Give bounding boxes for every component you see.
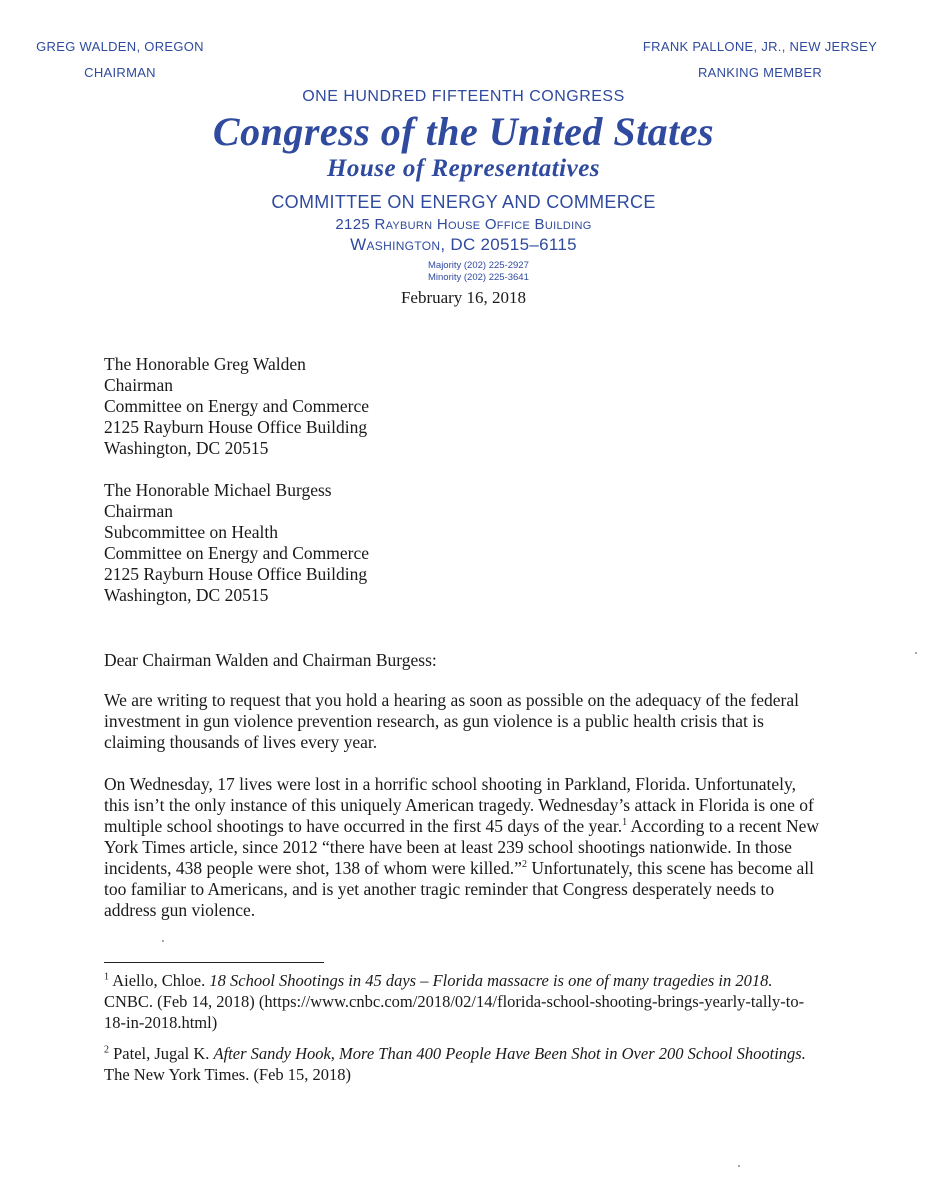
ranking-member-title: RANKING MEMBER	[697, 65, 823, 80]
paragraph-1-text: We are writing to request that you hold a hearing as soon as possible on the adequacy of the federal investment in gun violence prevention research, as gun violence is a public health crisis that is claiming thousands of lives every year.	[104, 690, 799, 752]
address-line: Committee on Energy and Commerce	[104, 543, 370, 563]
scan-speck	[915, 652, 917, 654]
footnote-source: CNBC. (Feb 14, 2018) (https://www.cnbc.com/2018/02/14/florida-school-shooting-brings-yearly-tally-to-18-in-2018.html)	[104, 992, 805, 1032]
congress-title: Congress of the United States	[212, 109, 715, 154]
address-line: The Honorable Michael Burgess	[104, 480, 332, 500]
footnote-author: Patel, Jugal K.	[109, 1044, 214, 1063]
paragraph-2-part-1: On Wednesday, 17 lives were lost in a horrific school shooting in Parkland, Florida. Unfortunately, this isn’t the only instance of this uniquely American tragedy. Wednesday’s attack in Florida is one of multiple school shootings to have occurred in the first 45 days of the year.	[104, 774, 814, 836]
address-line: The Honorable Greg Walden	[104, 354, 306, 374]
footnote-2	[104, 1043, 824, 1085]
minority-phone: Minority (202) 225-3641	[428, 272, 529, 283]
congress-number: ONE HUNDRED FIFTEENTH CONGRESS	[302, 88, 625, 105]
paragraph-2-part-2: According to a recent New York Times article, since 2012 “there have been at least 239 school shootings nationwide. In those incidents, 438 people were shot, 138 of whom were killed.”	[104, 816, 820, 878]
address-line: Washington, DC 20515	[104, 585, 269, 605]
address-line: Chairman	[104, 375, 174, 395]
salutation: Dear Chairman Walden and Chairman Burgess:	[104, 650, 437, 670]
footnote-ref-1: 1	[622, 817, 628, 829]
footnote-title: 18 School Shootings in 45 days – Florida massacre is one of many tragedies in 2018.	[209, 971, 773, 990]
footnote-author: Aiello, Chloe.	[109, 971, 210, 990]
address-line: Chairman	[104, 501, 174, 521]
recipient-address-2	[104, 480, 369, 606]
house-title: House of Representatives	[326, 155, 601, 182]
paragraph-2-text	[104, 774, 824, 921]
scan-speck	[162, 940, 164, 942]
majority-phone: Majority (202) 225-2927	[428, 260, 529, 271]
footnote-ref-2: 2	[521, 859, 527, 871]
letterhead-left	[0, 34, 240, 86]
footnote-title: After Sandy Hook, More Than 400 People Have Been Shot in Over 200 School Shootings.	[213, 1044, 806, 1063]
footnote-source: The New York Times. (Feb 15, 2018)	[104, 1065, 352, 1084]
address-line: Committee on Energy and Commerce	[104, 396, 370, 416]
ranking-member-name: FRANK PALLONE, JR., NEW JERSEY	[642, 39, 878, 54]
recipient-address-1	[104, 354, 369, 459]
address-line: 2125 Rayburn House Office Building	[104, 564, 368, 584]
letterhead-right	[605, 34, 915, 86]
paragraph-1	[104, 690, 824, 753]
letter-date: February 16, 2018	[400, 288, 527, 307]
footnote-1	[104, 970, 824, 1033]
address-line: 2125 Rayburn House Office Building	[104, 417, 368, 437]
phone-block	[428, 260, 529, 284]
committee-city: Washington, DC 20515–6115	[350, 235, 577, 254]
paragraph-2	[104, 774, 824, 921]
footnote-divider	[104, 962, 324, 963]
address-line: Washington, DC 20515	[104, 438, 269, 458]
chairman-name: GREG WALDEN, OREGON	[36, 39, 204, 54]
paragraph-2-part-3: Unfortunately, this scene has become all too familiar to Americans, and is yet another tragic reminder that Congress desperately needs to address gun violence.	[104, 858, 814, 920]
footnote-number: 1	[104, 971, 109, 983]
committee-address: 2125 Rayburn House Office Building	[335, 216, 592, 233]
committee-name: COMMITTEE ON ENERGY AND COMMERCE	[271, 192, 656, 212]
scan-speck	[738, 1165, 740, 1167]
address-line: Subcommittee on Health	[104, 522, 278, 542]
footnote-number: 2	[104, 1044, 109, 1056]
chairman-title: CHAIRMAN	[84, 65, 156, 80]
